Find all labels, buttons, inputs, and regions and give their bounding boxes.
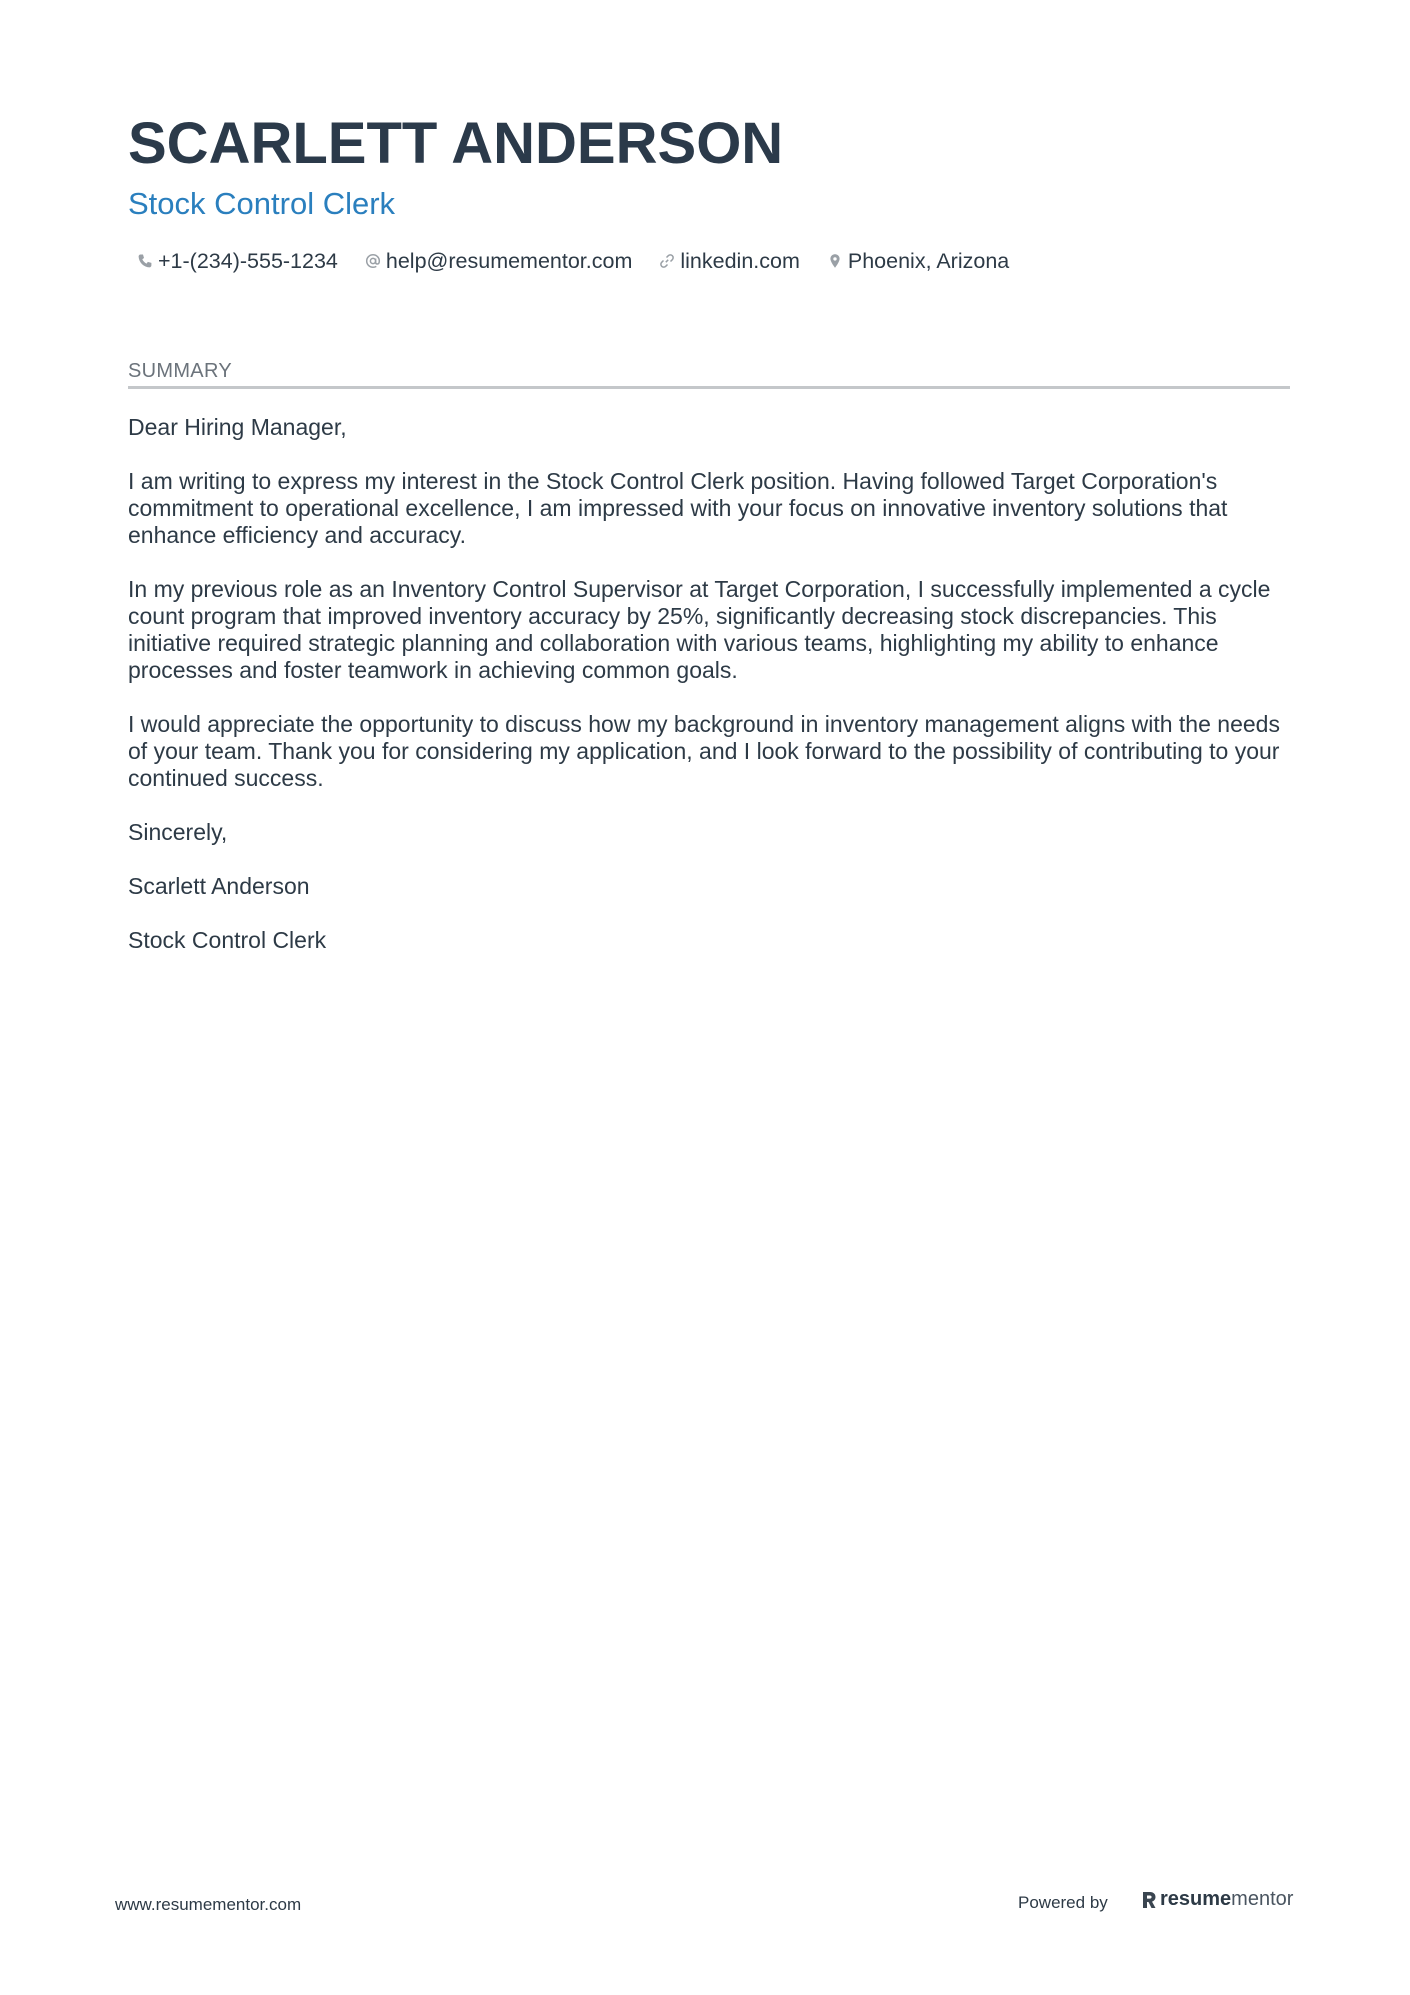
letter-paragraph-1: I am writing to express my interest in the Stock Control Clerk position. Having followed Target Corporation's commitment to operational excellence, I am impressed with your focus on innovative inventory solutions that enhance efficiency and accuracy. (128, 468, 1228, 548)
job-title: Stock Control Clerk (128, 186, 396, 221)
letter-signature-name: Scarlett Anderson (128, 873, 310, 899)
section-title-summary: SUMMARY (128, 360, 232, 382)
contact-phone[interactable] (136, 249, 338, 274)
letter-salutation: Dear Hiring Manager, (128, 414, 347, 440)
letter-paragraph-3: I would appreciate the opportunity to discuss how my background in inventory management aligns with the needs of your team. Thank you for considering my application, and I look forward to the possibility of contributing to your continued success. (128, 711, 1280, 791)
section-divider (128, 386, 1290, 389)
footer-website-link[interactable]: www.resumementor.com (115, 1895, 302, 1914)
footer-powered-by: Powered by (1018, 1893, 1108, 1912)
contact-location-text: Phoenix, Arizona (847, 248, 1010, 273)
location-pin-icon (826, 252, 844, 270)
contact-row (136, 246, 1035, 276)
contact-phone-text: +1-(234)-555-1234 (158, 248, 338, 273)
contact-linkedin-text: linkedin.com (680, 248, 800, 273)
letter-closing: Sincerely, (128, 819, 228, 845)
resumementor-logo-icon (1141, 1890, 1157, 1910)
phone-icon (136, 252, 154, 270)
contact-location (826, 249, 1009, 274)
candidate-name: SCARLETT ANDERSON (128, 111, 784, 176)
contact-email[interactable] (364, 249, 632, 274)
brand-text-bold: resume (1160, 1888, 1232, 1910)
brand-logo[interactable] (1141, 1888, 1293, 1911)
link-icon (658, 252, 676, 270)
letter-signature-title: Stock Control Clerk (128, 927, 327, 953)
contact-linkedin[interactable] (658, 249, 800, 274)
contact-email-text: help@resumementor.com (385, 248, 633, 273)
letter-paragraph-2: In my previous role as an Inventory Control Supervisor at Target Corporation, I successfully implemented a cycle count program that improved inventory accuracy by 25%, significantly decreasing stock discrepancies. This initiative required strategic planning and collaboration with various teams, highlighting my ability to enhance processes and foster teamwork in achieving common goals. (128, 576, 1271, 683)
letter-body (128, 414, 1303, 981)
at-icon (364, 252, 382, 270)
brand-text-light: mentor (1231, 1888, 1294, 1910)
